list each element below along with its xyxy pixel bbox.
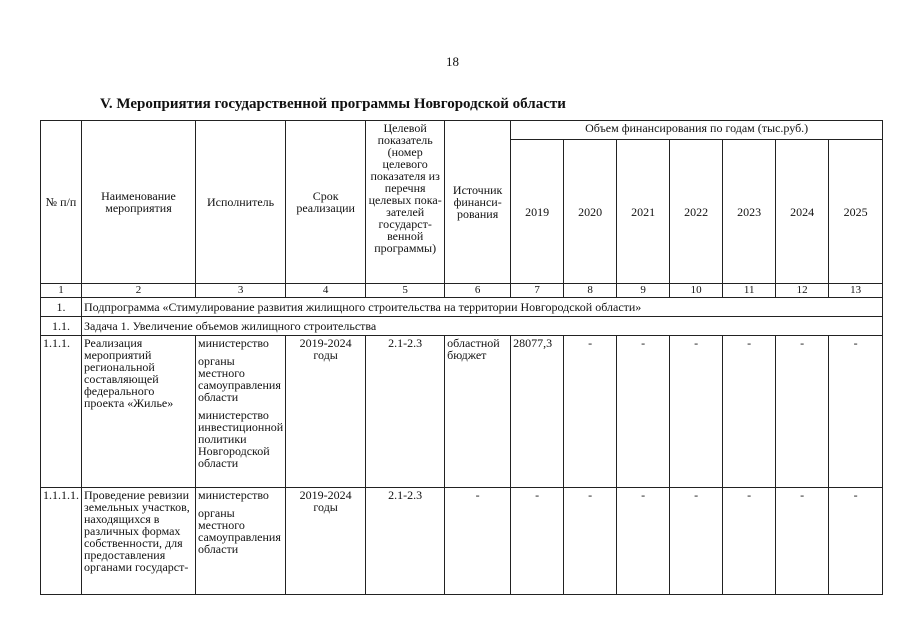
table-row: [41, 488, 883, 595]
header-executor: Исполнитель: [196, 121, 286, 284]
header-num: № п/п: [41, 121, 82, 284]
table-row: [41, 336, 883, 488]
value-cell: -: [723, 488, 776, 595]
header-source: Источник финанси-рования: [445, 121, 511, 284]
indicator: 2.1-2.3: [366, 336, 445, 488]
value-cell: -: [723, 336, 776, 488]
funding-source: областной бюджет: [445, 336, 511, 488]
value-cell: -: [670, 336, 723, 488]
activity-name: Реализация мероприятий региональной составляющей федерального проекта «Жилье»: [82, 336, 196, 488]
value-cell: -: [617, 336, 670, 488]
header-year: 2022: [670, 140, 723, 284]
row-number: 1.: [41, 298, 82, 317]
row-number: 1.1.1.: [41, 336, 82, 488]
value-cell: -: [829, 488, 883, 595]
executor-cell: [196, 336, 286, 488]
row-number: 1.1.: [41, 317, 82, 336]
task-title: Задача 1. Увеличение объемов жилищного строительства: [82, 317, 883, 336]
executor: министерство: [198, 336, 269, 350]
term: 2019-2024 годы: [286, 488, 366, 595]
column-number: 8: [564, 284, 617, 298]
column-number: 1: [41, 284, 82, 298]
column-number: 11: [723, 284, 776, 298]
header-indicator: Целевой показатель (номер целевого показателя из перечня целевых пока-зателей государст-венной программы): [366, 121, 445, 284]
term: 2019-2024 годы: [286, 336, 366, 488]
column-number: 10: [670, 284, 723, 298]
value-cell: -: [829, 336, 883, 488]
value-cell: -: [617, 488, 670, 595]
funding-source: -: [445, 488, 511, 595]
activities-table: [40, 120, 883, 595]
executor: органы местного самоуправления области: [198, 506, 281, 556]
column-number: 12: [776, 284, 829, 298]
page-number: 18: [446, 54, 459, 69]
executor: министерство инвестиционной политики Новгородской области: [198, 408, 284, 470]
column-number: 9: [617, 284, 670, 298]
executor: министерство: [198, 488, 269, 502]
column-number: 13: [829, 284, 883, 298]
value-cell: -: [670, 488, 723, 595]
header-term: Срок реализации: [286, 121, 366, 284]
value-cell: -: [564, 488, 617, 595]
header-year: 2020: [564, 140, 617, 284]
header-row: [41, 121, 883, 140]
header-year: 2023: [723, 140, 776, 284]
header-year: 2024: [776, 140, 829, 284]
value-cell: -: [511, 488, 564, 595]
task-row: [41, 317, 883, 336]
indicator: 2.1-2.3: [366, 488, 445, 595]
activity-name: Проведение ревизии земельных участков, находящихся в различных формах собственности, для предоставления органами государст-: [82, 488, 196, 595]
column-number: 7: [511, 284, 564, 298]
column-number-row: [41, 284, 883, 298]
header-year: 2019: [511, 140, 564, 284]
column-number: 6: [445, 284, 511, 298]
column-number: 3: [196, 284, 286, 298]
value-cell: -: [564, 336, 617, 488]
header-name: Наименование мероприятия: [82, 121, 196, 284]
header-financing: Объем финансирования по годам (тыс.руб.): [511, 121, 883, 140]
value-cell: -: [776, 336, 829, 488]
executor-cell: [196, 488, 286, 595]
column-number: 5: [366, 284, 445, 298]
executor: органы местного самоуправления области: [198, 354, 281, 404]
column-number: 2: [82, 284, 196, 298]
section-title: V. Мероприятия государственной программы Новгородской области: [100, 96, 566, 112]
header-year: 2021: [617, 140, 670, 284]
subprogram-title: Подпрограмма «Стимулирование развития жилищного строительства на территории Новгородской области»: [82, 298, 883, 317]
column-number: 4: [286, 284, 366, 298]
row-number: 1.1.1.1.: [41, 488, 82, 595]
value-cell: -: [776, 488, 829, 595]
header-year: 2025: [829, 140, 883, 284]
value-cell: 28077,3: [511, 336, 564, 488]
subprogram-row: [41, 298, 883, 317]
